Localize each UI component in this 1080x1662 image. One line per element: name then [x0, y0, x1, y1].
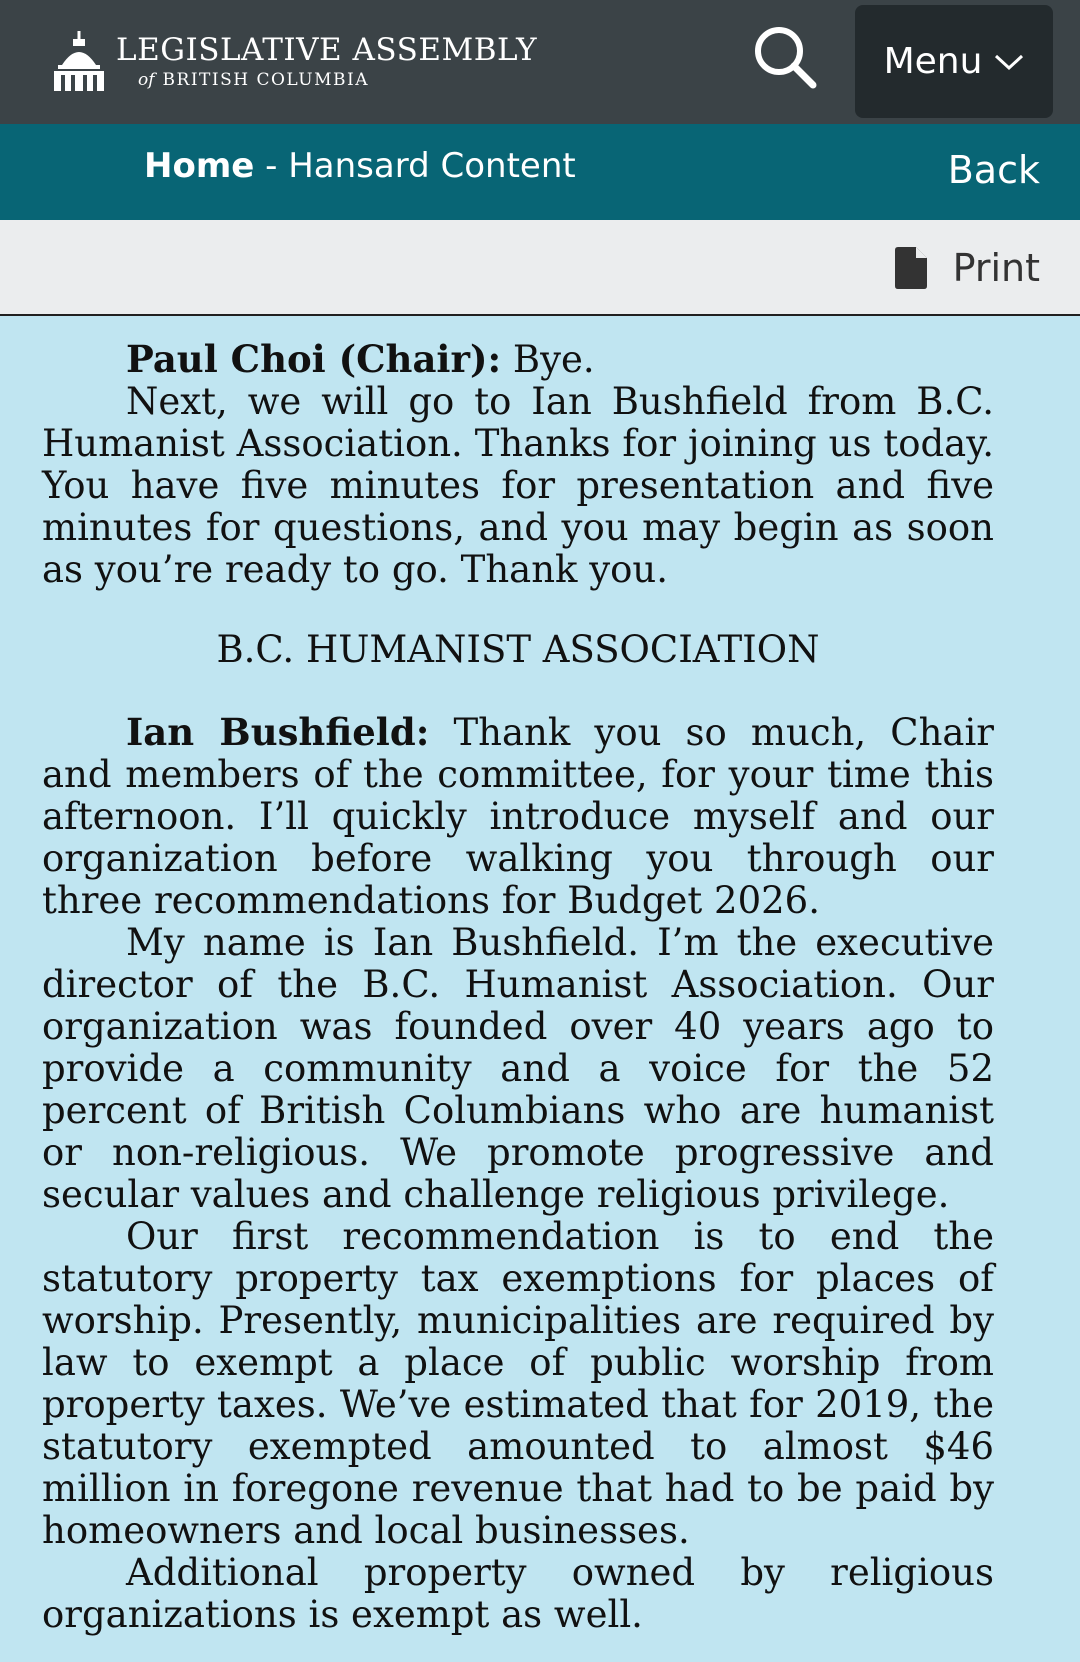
back-link[interactable]: Back: [947, 148, 1040, 192]
logo-of: of: [138, 70, 155, 90]
speech-text: Bye.: [501, 338, 595, 381]
section-heading: B.C. HUMANIST ASSOCIATION: [216, 628, 820, 671]
logo-subtitle-text: BRITISH COLUMBIA: [162, 70, 369, 90]
speaker-name: Ian Bushfield:: [126, 710, 430, 754]
menu-button[interactable]: [855, 5, 1053, 118]
site-logo[interactable]: [52, 30, 537, 94]
logo-title: LEGISLATIVE ASSEMBLY: [116, 32, 538, 68]
top-header: [0, 0, 1080, 124]
content-toolbar: [0, 220, 1080, 316]
search-icon: [752, 24, 818, 90]
breadcrumb-current: Hansard Content: [288, 146, 576, 186]
breadcrumb: [144, 146, 576, 186]
document-icon: [895, 247, 927, 289]
search-button[interactable]: [748, 20, 822, 94]
speech-text: Thank you so much, Chair and members of the committee, for your time this afternoon. I’ll quickly introduce myself and our organization before walking you through our three recommendations for Budget 2026.: [42, 711, 994, 922]
transcript-paragraph: Additional property owned by religious organizations is exempt as well.: [42, 1551, 994, 1636]
breadcrumb-home-link[interactable]: Home: [144, 146, 255, 186]
transcript-paragraph: My name is Ian Bushfield. I’m the executive director of the B.C. Humanist Association. Our organization was founded over 40 years ago to provide a community and a voice for the 52 percent of British Columbians who are humanist or non-religious. We promote progressive and secular values and challenge religious privilege.: [42, 921, 994, 1216]
transcript-paragraph: Our first recommendation is to end the statutory property tax exemptions for places of worship. Presently, municipalities are required by law to exempt a place of public worship from property taxes. We’ve estimated that for 2019, the statutory exempted amounted to almost $46 million in foregone revenue that had to be paid by homeowners and local businesses.: [42, 1215, 994, 1552]
legislature-dome-icon: [52, 31, 106, 93]
speaker-name: Paul Choi (Chair):: [126, 337, 502, 381]
transcript-paragraph: [42, 338, 994, 381]
chevron-down-icon: [994, 52, 1024, 72]
hansard-transcript: [42, 338, 994, 1636]
print-label: Print: [952, 246, 1040, 290]
transcript-paragraph: [42, 711, 994, 922]
print-button[interactable]: [895, 246, 1040, 290]
transcript-paragraph: Next, we will go to Ian Bushfield from B.C. Humanist Association. Thanks for joining us today. You have five minutes for presentation and five minutes for questions, and you may begin as soon as you’re ready to go. Thank you.: [42, 380, 994, 591]
logo-subtitle: [116, 72, 537, 89]
menu-label: Menu: [883, 41, 983, 82]
breadcrumb-bar: [0, 124, 1080, 220]
breadcrumb-separator: -: [254, 146, 289, 186]
